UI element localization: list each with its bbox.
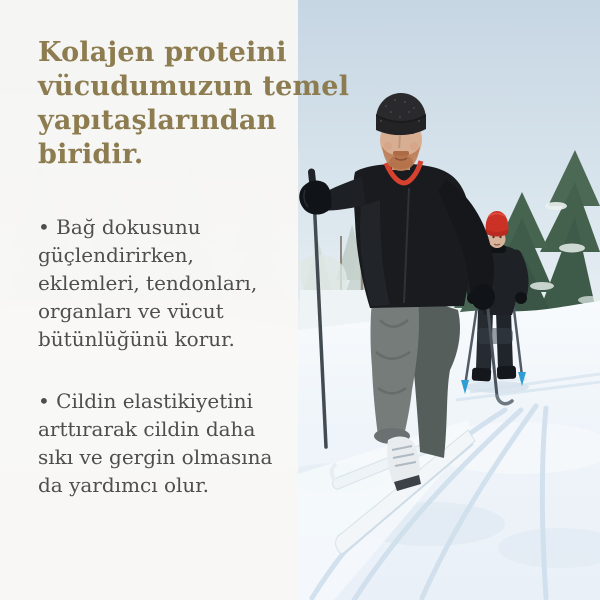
bullet-line: • Cildin elastikiyetini	[38, 389, 253, 413]
bullet-skin-elasticity	[38, 387, 272, 499]
headline	[38, 36, 349, 172]
bullet-line: bütünlüğünü korur.	[38, 327, 235, 351]
headline-line: vücudumuzun temel	[38, 71, 350, 102]
bullet-line: organları ve vücut	[38, 299, 224, 323]
headline-line: Kolajen proteini	[38, 37, 287, 68]
headline-line: biridir.	[38, 139, 144, 170]
headline-line: yapıtaşlarından	[38, 105, 277, 136]
bullet-line: sıkı ve gergin olmasına	[38, 445, 273, 469]
glove-right	[471, 284, 495, 310]
bullet-line: • Bağ dokusunu	[38, 215, 201, 239]
beard	[389, 155, 413, 169]
bullet-connective-tissue	[38, 213, 257, 353]
bullet-line: arttırarak cildin daha	[38, 417, 256, 441]
bullet-line: eklemleri, tendonları,	[38, 271, 258, 295]
bullet-line: güçlendirirken,	[38, 243, 194, 267]
bullet-line: da yardımcı olur.	[38, 473, 210, 497]
